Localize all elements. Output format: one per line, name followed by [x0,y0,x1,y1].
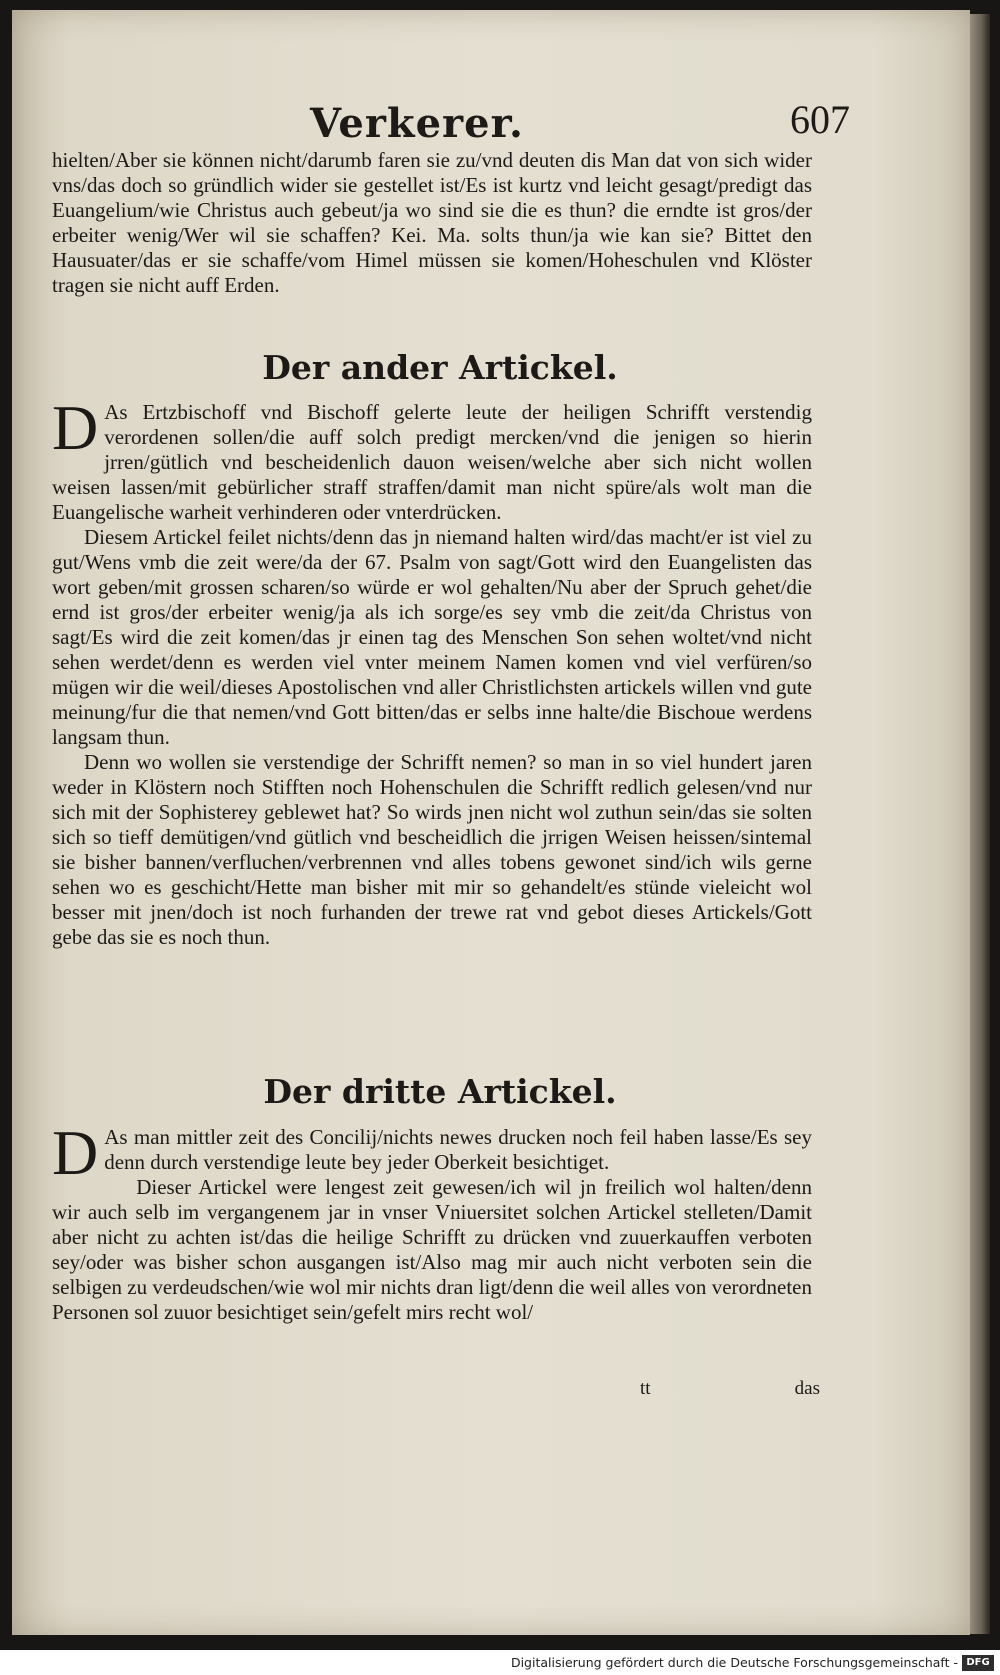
article3-heading: Der dritte Artickel. [263,1072,617,1111]
article3-first-paragraph [52,1117,812,1188]
article2-body [52,392,812,950]
article2-dropcap: D [52,392,99,463]
running-title: Verkerer. [310,100,524,147]
article3-body [52,1117,812,1325]
article3-para1: As man mittler zeit des Concilij/nichts newes drucken noch feil haben lasse/Es sey denn durch verstendige leute bey jeder Oberkeit besichtiget. [104,1125,812,1174]
article3-dropcap: D [52,1117,99,1188]
article2-first-paragraph [52,392,812,525]
article2-para3: Denn wo wollen sie verstendige der Schrifft nemen? so man in so viel hundert jaren weder in Klöstern noch Stifften noch Hohenschulen die Schrifft redlich gelesen/vnd nur sich mit der Sophisterey geblewet hat? So wirds jnen nicht wol zuthun sein/das sie solten sich so tieff demütigen/vnd gütlich vnd bescheidlich die jrrigen Weisen heissen/sintemal sie bisher bannen/verfluchen/verbrennen vnd alles tobens gewonet sind/ich wils gerne sehen wo es geschicht/Hette man bisher mit mir so gehandelt/es stünde vieleicht wol besser mit jnen/doch ist noch furhanden der trewe rat vnd gebot dieses Artickels/Gott gebe das sie es noch thun. [52,750,812,949]
signature-mark: tt [640,1378,651,1399]
book-edge [968,14,990,1634]
page-footer [640,1378,820,1404]
article2-para1: As Ertzbischoff vnd Bischoff gelerte leute der heiligen Schrifft verstendig verordenen sollen/die auff solch predigt mercken/vnd die jenigen so hierin jrren/gütlich vnd bescheidenlich dauon weisen/welche aber sich nicht wollen weisen lassen/mit gebürlicher straff straffen/damit man nicht spüre/als wolt man die Euangelische warheit verhinderen oder vnterdrücken. [52,400,812,524]
catchword: das [794,1378,820,1399]
credit-text: Digitalisierung gefördert durch die Deutsche Forschungsgemeinschaft - [510,1655,958,1670]
article2-para2: Diesem Artickel feilet nichts/denn das jn niemand halten wird/das macht/er ist viel zu gut/Wens vmb die zeit were/da der 67. Psalm von sagt/Gott wird den Euangelisten das wort geben/mit grossen scharen/so würde er wol gehalten/Nu aber der Spruch gehet/die ernd ist gros/der erbeiter wenig/ja als ich sorge/es sey vmb die zeit/da Christus von sagt/Es wird die zeit komen/das jr einen tag des Menschen Son sehen woltet/vnd nicht sehen werdet/denn es werden viel vnter meinem Namen komen vnd viel verfüren/so mügen wir die weil/dieses Apostolischen vnd aller Christlichsten artickels willen vnd gute meinung/fur die that nemen/vnd Gott bitten/das er selbs inne halte/die Bischoue werdens langsam thun. [52,525,812,749]
page-header [0,90,1000,150]
article2-heading: Der ander Artickel. [262,348,618,387]
article3-para2: Dieser Artickel were lengest zeit gewesen/ich wil jn freilich wol halten/denn wir auch selb im vergangenem jar in vnser Vniuersitet solchen Artickel stelleten/Damit aber nicht zu achten ist/das die heilige Schrifft zu drücken vnd zuuerkauffen verboten sey/oder was bisher schon ausgangen ist/Also mag mir auch nicht verboten sein die selbigen zu verdeudschen/wie wol mir nichts dran ligt/denn die weil alles von verordneten Personen sol zuuor besichtiget sein/gefelt mirs recht wol/ [52,1175,812,1324]
dfg-logo: DFG [962,1655,994,1671]
top-paragraph: hielten/Aber sie können nicht/darumb faren sie zu/vnd deuten dis Man dat von sich wider vns/das doch so gründlich wider sie gestellet ist/Es ist kurtz vnd leicht gesagt/predigt das Euangelium/wie Christus auch gebeut/ja wo sind sie die es thun? die erndte ist gros/der erbeiter wenig/Wer wil sie schaffen? Kei. Ma. solts thun/ja wie kan sie? Bittet den Hausuater/das er sie schaffe/vom Himel müssen sie komen/Hoheschulen vnd Klöster tragen sie nicht auff Erden. [52,148,812,297]
top-paragraph-block [52,148,812,298]
digitization-credit-bar [0,1652,1000,1675]
page-number: 607 [790,97,850,142]
